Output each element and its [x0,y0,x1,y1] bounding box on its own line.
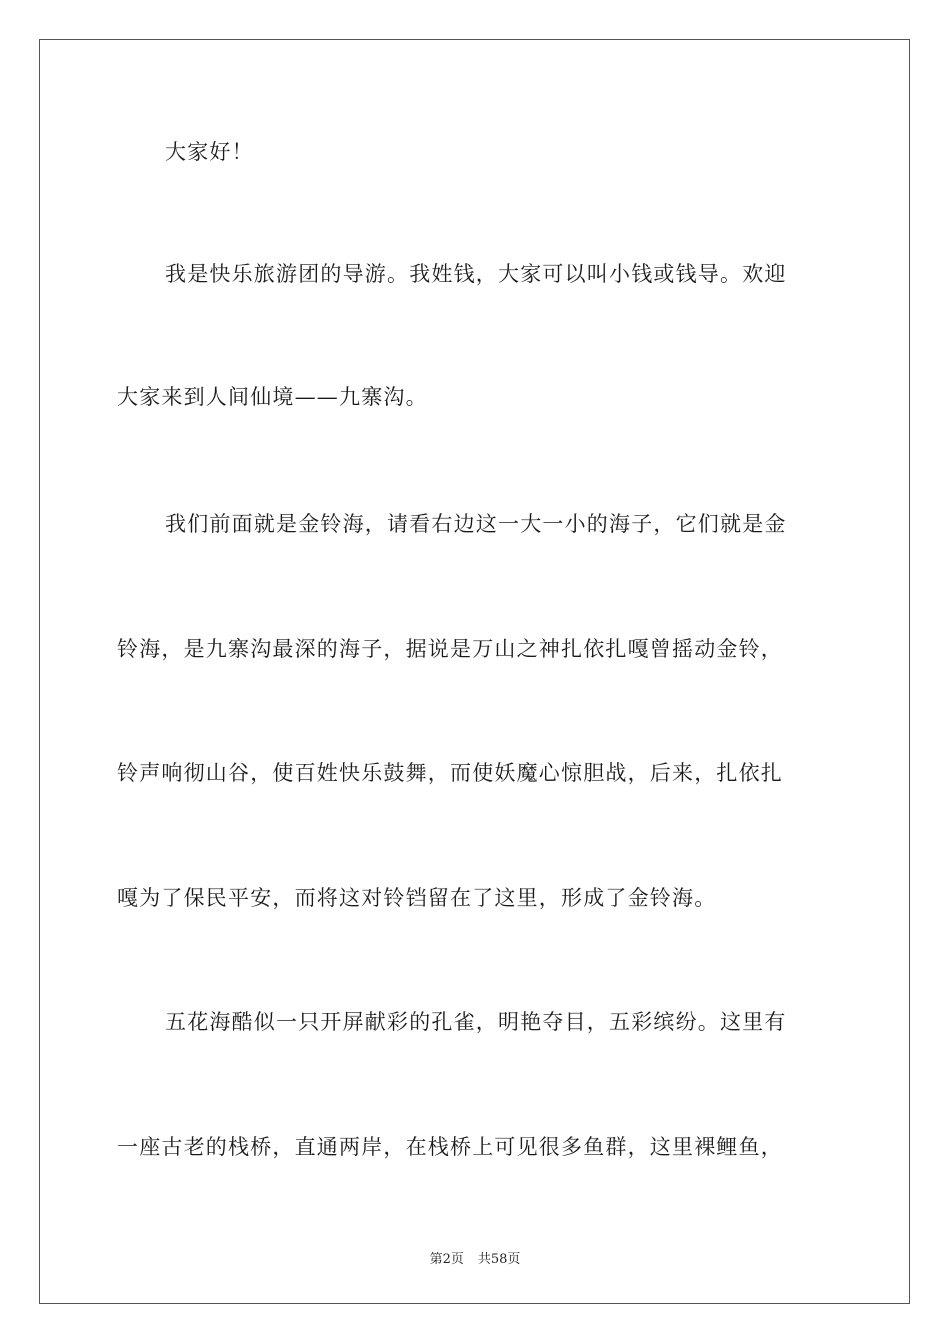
page-frame [39,39,910,1304]
greeting-line: 大家好！ [165,140,254,164]
paragraph-2-line-3: 铃声响彻山谷，使百姓快乐鼓舞，而使妖魔心惊胆战，后来，扎依扎 [117,761,783,785]
paragraph-3-line-1: 五花海酷似一只开屏献彩的孔雀，明艳夺目，五彩缤纷。这里有 [165,1010,787,1034]
paragraph-1-line-2: 大家来到人间仙境——九寨沟。 [117,385,428,409]
paragraph-2-line-1: 我们前面就是金铃海，请看右边这一大一小的海子，它们就是金 [165,512,787,536]
page-number: 第2页 [429,1252,464,1267]
paragraph-2-line-4: 嘎为了保民平安，而将这对铃铛留在了这里，形成了金铃海。 [117,886,717,910]
paragraph-3-line-2: 一座古老的栈桥，直通两岸，在栈桥上可见很多鱼群，这里裸鲤鱼， [117,1135,783,1159]
page-footer [0,1248,950,1267]
paragraph-1-line-1: 我是快乐旅游团的导游。我姓钱，大家可以叫小钱或钱导。欢迎 [165,262,787,286]
total-pages: 共58页 [477,1252,521,1267]
paragraph-2-line-2: 铃海，是九寨沟最深的海子，据说是万山之神扎依扎嘎曾摇动金铃， [117,637,783,661]
